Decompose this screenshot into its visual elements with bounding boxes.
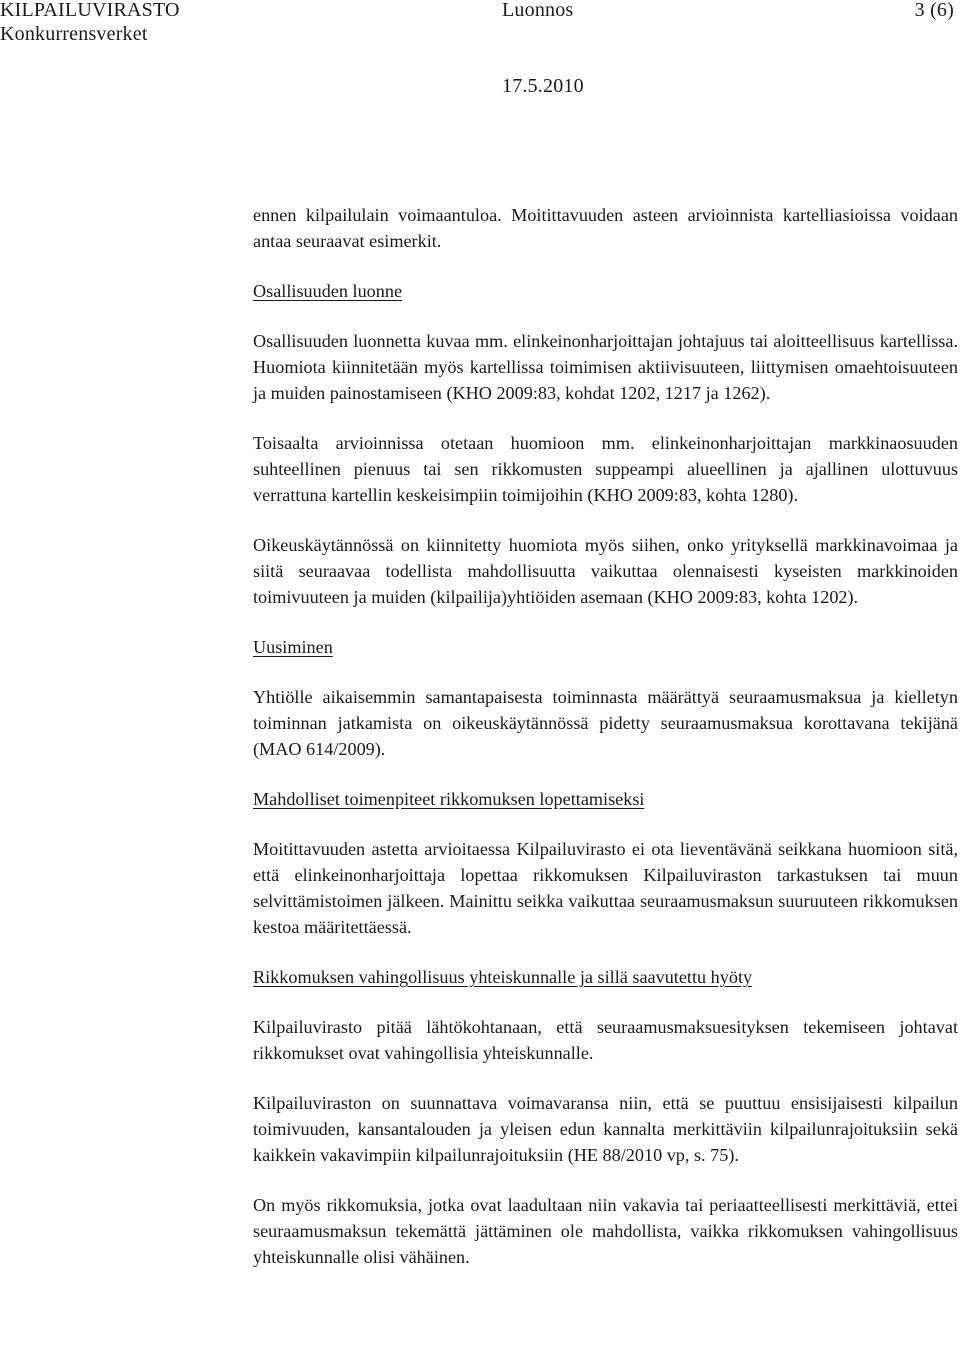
- document-date: 17.5.2010: [502, 75, 584, 97]
- document-body: [253, 202, 958, 1294]
- paragraph-mitigating: Toisaalta arvioinnissa otetaan huomioon mm. elinkeinonharjoittajan markkinaosuuden suhteellinen pienuus tai sen rikkomusten suppeampi alueellinen ja ajallinen ulottuvuus verrattuna kartellin keskeisimpiin toimijoihin (KHO 2009:83, kohta 1280).: [253, 433, 958, 505]
- heading-termination-measures: Mahdolliset toimenpiteet rikkomuksen lopettamiseksi: [253, 789, 645, 809]
- paragraph-resource-focus: Kilpailuviraston on suunnattava voimavaransa niin, että se puuttuu ensisijaisesti kilpailun toimivuuden, kansantalouden ja yleisen edun kannalta merkittäviin kilpailunrajoituksiin sekä kaikkein vakavimpiin kilpailunrajoituksiin (HE 88/2010 vp, s. 75).: [253, 1093, 958, 1165]
- organization-name-swedish: Konkurrensverket: [0, 23, 148, 45]
- document-type: Luonnos: [502, 0, 574, 21]
- page-header: [0, 0, 960, 100]
- heading-recurrence: Uusiminen: [253, 637, 333, 657]
- paragraph-recurrence: Yhtiölle aikaisemmin samantapaisesta toiminnasta määrättyä seuraamusmaksua ja kielletyn toiminnan jatkamista on oikeuskäytännössä pidetty seuraamusmaksua korottavana tekijänä (MAO 614/2009).: [253, 687, 958, 759]
- paragraph-serious-infringements: On myös rikkomuksia, jotka ovat laadultaan niin vakavia tai periaatteellisesti merkittäviä, ettei seuraamusmaksun tekemättä jättäminen ole mahdollista, vaikka rikkomuksen vahingollisuus yhteiskunnalle olisi vähäinen.: [253, 1195, 958, 1267]
- paragraph-termination-measures: Moitittavuuden astetta arvioitaessa Kilpailuvirasto ei ota lieventävänä seikkana huomioon sitä, että elinkeinonharjoittaja lopettaa rikkomuksen Kilpailuviraston tarkastuksen tai muun selvittämistoimen jälkeen. Mainittu seikka vaikuttaa seuraamusmaksun suuruuteen rikkomuksen kestoa määritettäessä.: [253, 839, 958, 937]
- page-number: 3 (6): [914, 0, 954, 21]
- paragraph-intro: ennen kilpailulain voimaantuloa. Moitittavuuden asteen arvioinnista kartelliasioissa voidaan antaa seuraavat esimerkit.: [253, 205, 958, 251]
- heading-participation: Osallisuuden luonne: [253, 281, 403, 301]
- heading-harm-and-benefit: Rikkomuksen vahingollisuus yhteiskunnalle ja sillä saavutettu hyöty: [253, 967, 753, 987]
- paragraph-harm-premise: Kilpailuvirasto pitää lähtökohtanaan, että seuraamusmaksuesityksen tekemiseen johtavat rikkomukset ovat vahingollisia yhteiskunnalle.: [253, 1017, 958, 1063]
- organization-name: KILPAILUVIRASTO: [0, 0, 180, 21]
- paragraph-participation: Osallisuuden luonnetta kuvaa mm. elinkeinonharjoittajan johtajuus tai aloitteellisuus kartellissa. Huomiota kiinnitetään myös kartellissa toimimisen aktiivisuuteen, liittymisen omaehtoisuuteen ja muiden painostamiseen (KHO 2009:83, kohdat 1202, 1217 ja 1262).: [253, 331, 958, 403]
- paragraph-market-power: Oikeuskäytännössä on kiinnitetty huomiota myös siihen, onko yrityksellä markkinavoimaa ja siitä seuraavaa todellista mahdollisuutta vaikuttaa olennaisesti kyseisten markkinoiden toimivuuteen ja muiden (kilpailija)yhtiöiden asemaan (KHO 2009:83, kohta 1202).: [253, 535, 958, 607]
